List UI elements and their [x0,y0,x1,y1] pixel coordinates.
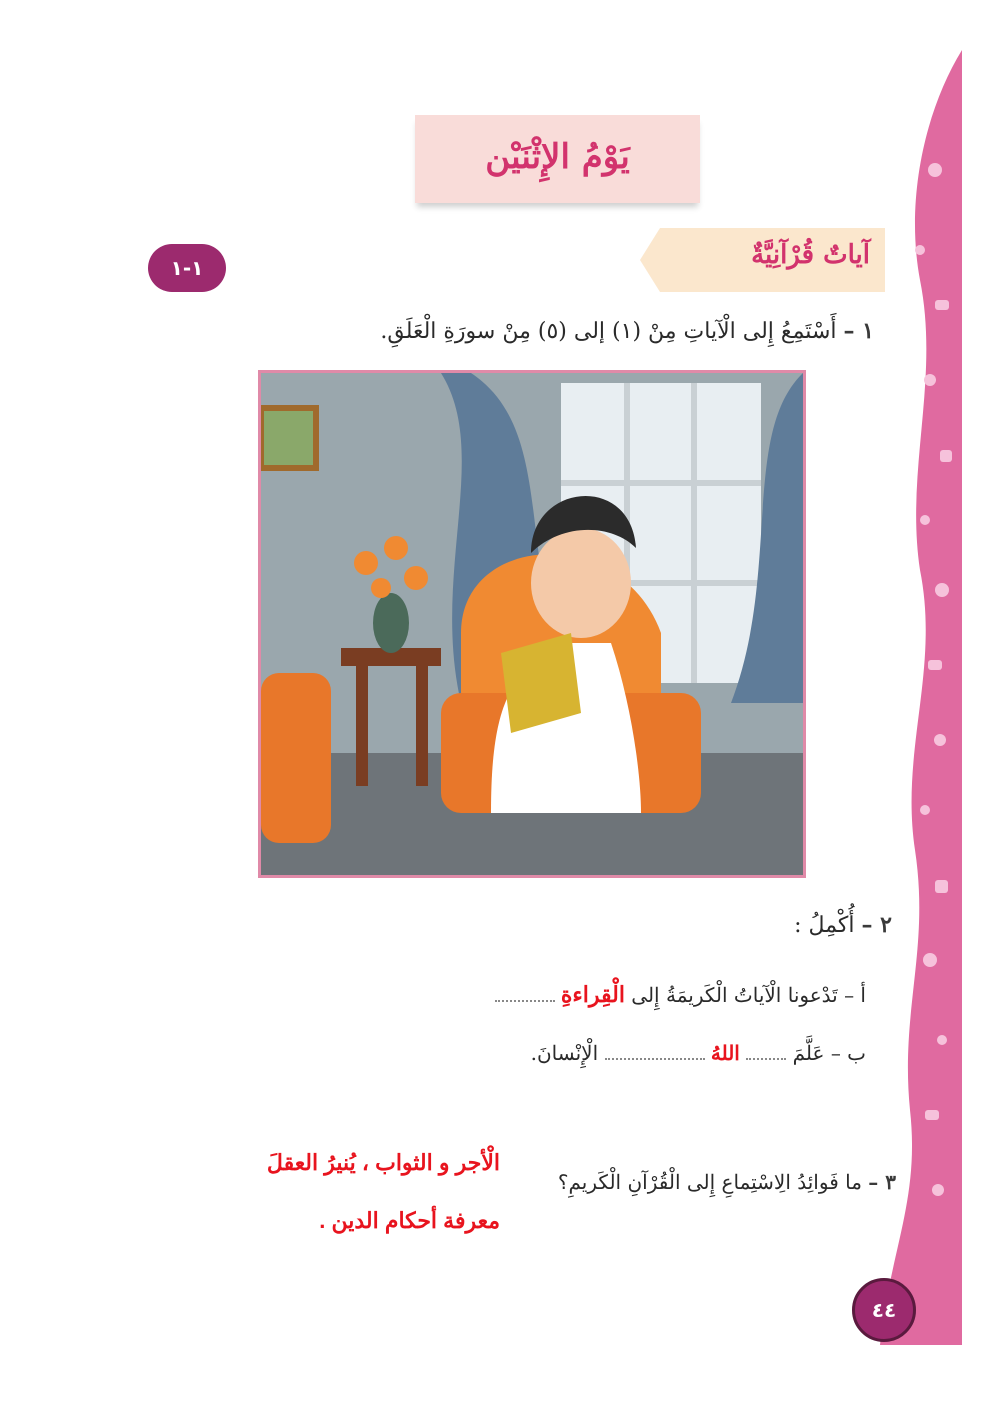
page-number: ٤٤ [852,1278,916,1342]
lesson-badge: ١-١ [148,244,226,292]
section-title: آياتٌ قُرْآنِيَّةٌ [751,240,870,270]
question-3-answer-line-2[interactable]: معرفة أحكام الدين . [319,1208,500,1233]
question-1 [380,318,874,344]
illustration-boy-reading [258,370,806,878]
question-2a-text: تَدْعونا الْآياتُ الْكَريمَةُ إِلى [631,983,838,1007]
question-1-number: ١ – [843,318,874,344]
question-2b [531,1040,866,1066]
question-2-number: ٢ – [861,912,892,938]
question-2a-answer[interactable]: الْقِراءةِ [560,982,625,1007]
question-2a-blank [495,982,555,1002]
question-3-answer-line-1[interactable]: الْأجر و الثواب ، يُنيرُ العقلَ [266,1150,500,1175]
question-3-text: ما فَوائِدُ الِاسْتِماعِ إِلى الْقُرْآنِ الْكَريمِ؟ [557,1170,862,1194]
question-2a-label: أ – [844,983,866,1007]
decorative-side-strip [880,50,962,1345]
question-2 [794,912,892,938]
title-box [415,115,700,203]
question-2b-label: ب – [830,1041,866,1065]
question-3 [558,1170,896,1194]
question-1-text: أَسْتَمِعُ إِلى الْآياتِ مِنْ (١) إلى (٥) مِنْ سورَةِ الْعَلَقِ. [380,319,837,344]
question-2b-answer[interactable]: اللهُ [710,1043,740,1065]
page-title: يَوْمُ الإِثْنَيْن [485,137,630,177]
question-2b-blank-start [746,1040,786,1060]
question-2b-text-before: عَلَّمَ [792,1041,825,1065]
question-2a [495,982,867,1008]
question-2b-text-after: الْإِنْسانَ. [530,1041,599,1065]
question-2-text: أُكْمِلُ : [794,913,855,938]
question-3-number: ٣ – [868,1170,896,1194]
question-2b-blank-end [605,1040,705,1060]
